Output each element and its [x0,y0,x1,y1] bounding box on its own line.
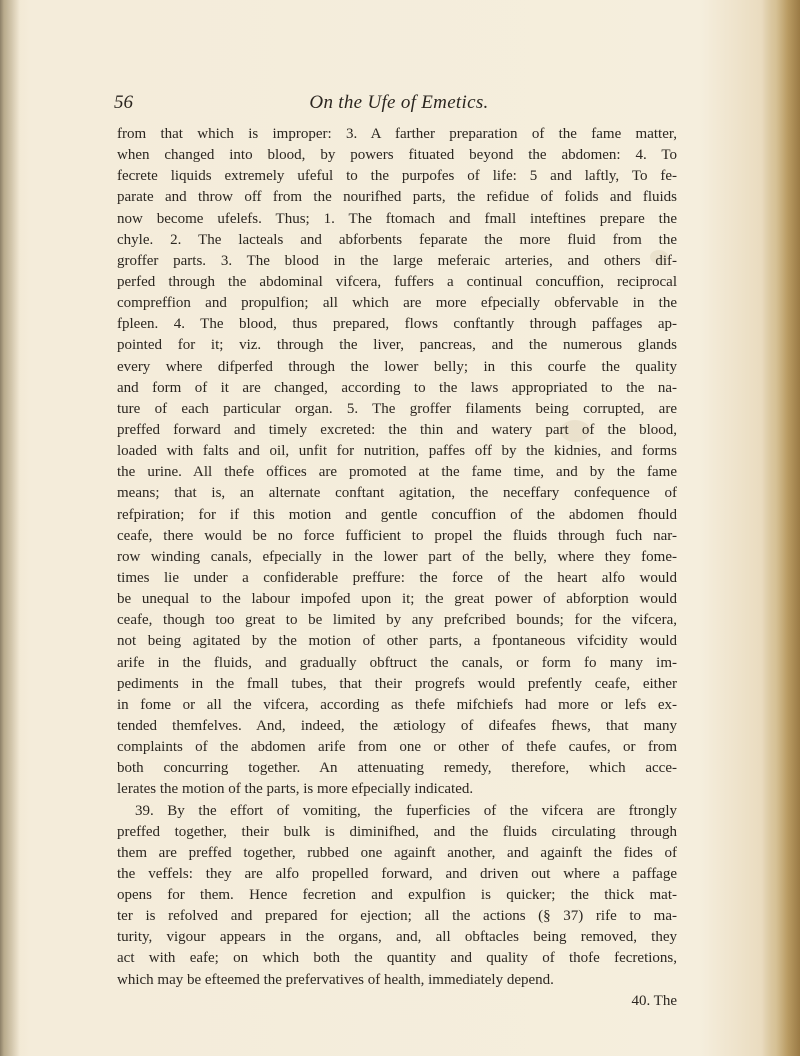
text-line: every where difperfed through the lower belly; in this courfe the quality [117,358,677,375]
text-line: pediments in the fmall tubes, that their progrefs would prefently ceafe, either [117,675,677,692]
text-line: pointed for it; viz. through the liver, pancreas, and the numerous glands [117,337,677,354]
text-line: preffed forward and timely excreted: the thin and watery part of the blood, [117,421,677,438]
text-line: lerates the motion of the parts, is more efpecially indicated. [117,781,474,798]
text-line: means; that is, an alternate conftant agitation, the neceffary confequence of [117,485,677,502]
text-line: chyle. 2. The lacteals and abforbents feparate the more fluid from the [117,231,677,248]
text-line: groffer parts. 3. The blood in the large meferaic arteries, and others dif- [117,252,677,269]
text-line: them are preffed together, rubbed one againft another, and againft the fides of [117,844,677,861]
text-line: compreffion and propulfion; all which are more efpecially obfervable in the [117,295,677,312]
catchword: 40. The [631,992,677,1009]
text-line: not being agitated by the motion of other parts, a fpontaneous vifcidity would [117,633,677,650]
text-line: complaints of the abdomen arife from one or other of thefe caufes, or from [117,739,677,756]
text-line: fecrete liquids extremely ufeful to the purpofes of life: 5 and laftly, To fe- [117,168,677,185]
page-number: 56 [114,92,133,113]
text-line: ture of each particular organ. 5. The groffer filaments being corrupted, are [117,400,677,417]
text-line: ter is refolved and prepared for ejection; all the actions (§ 37) rife to ma- [117,908,677,925]
text-line: arife in the fluids, and gradually obftruct the canals, or form fo many im- [117,654,677,671]
text-line: ceafe, though too great to be limited by any prefcribed bounds; for the vifcera, [117,612,677,629]
text-line: tended themfelves. And, indeed, the ætiology of difeafes fhews, that many [117,717,677,734]
text-line: when changed into blood, by powers fituated beyond the abdomen: 4. To [117,147,677,164]
text-line: turity, vigour appears in the organs, and, all obftacles being removed, they [117,929,677,946]
text-line: preffed together, their bulk is diminifhed, and the fluids circulating through [117,823,677,840]
text-line: refpiration; for if this motion and gentle concuffion of the abdomen fhould [117,506,677,523]
text-line: fpleen. 4. The blood, thus prepared, flows conftantly through paffages ap- [117,316,677,333]
text-line: act with eafe; on which both the quantity and quality of thofe fecretions, [117,950,677,967]
text-line: in fome or all the vifcera, according as thefe mifchiefs had more or lefs ex- [117,696,677,713]
text-line: and form of it are changed, according to the laws appropriated to the na- [117,379,677,396]
text-line: now become ufelefs. Thus; 1. The ftomach and fmall inteftines prepare the [117,210,677,227]
text-line: 39. By the effort of vomiting, the fuperficies of the vifcera are ftrongly [135,802,677,819]
text-line: which may be efteemed the prefervatives of health, immediately depend. [117,971,554,988]
text-line: be unequal to the labour impofed upon it; the great power of abforption would [117,591,677,608]
body-text [117,124,677,1012]
text-line: ceafe, there would be no force fufficient to propel the fluids through fuch nar- [117,527,677,544]
text-line: parate and throw off from the nourifhed parts, the refidue of folids and fluids [117,189,677,206]
text-line: perfed through the abdominal vifcera, fuffers a continual concuffion, reciprocal [117,273,677,290]
text-line: the veffels: they are alfo propelled forward, and driven out where a paffage [117,865,677,882]
text-line: row winding canals, efpecially in the lower part of the belly, where they fome- [117,548,677,565]
running-title: On the Ufe of Emetics. [309,92,489,113]
text-line: the urine. All thefe offices are promoted at the fame time, and by the fame [117,464,677,481]
page-header [114,92,684,120]
text-line: loaded with falts and oil, unfit for nutrition, paffes off by the kidnies, and forms [117,443,677,460]
text-line: from that which is improper: 3. A farther preparation of the fame matter, [117,126,677,142]
binding-gutter [0,0,20,1056]
text-line: both concurring together. An attenuating remedy, therefore, which acce- [117,760,677,777]
text-line: times lie under a confiderable preffure: the force of the heart alfo would [117,569,677,586]
text-line: opens for them. Hence fecretion and expulfion is quicker; the thick mat- [117,887,677,904]
page-edge [762,0,800,1056]
